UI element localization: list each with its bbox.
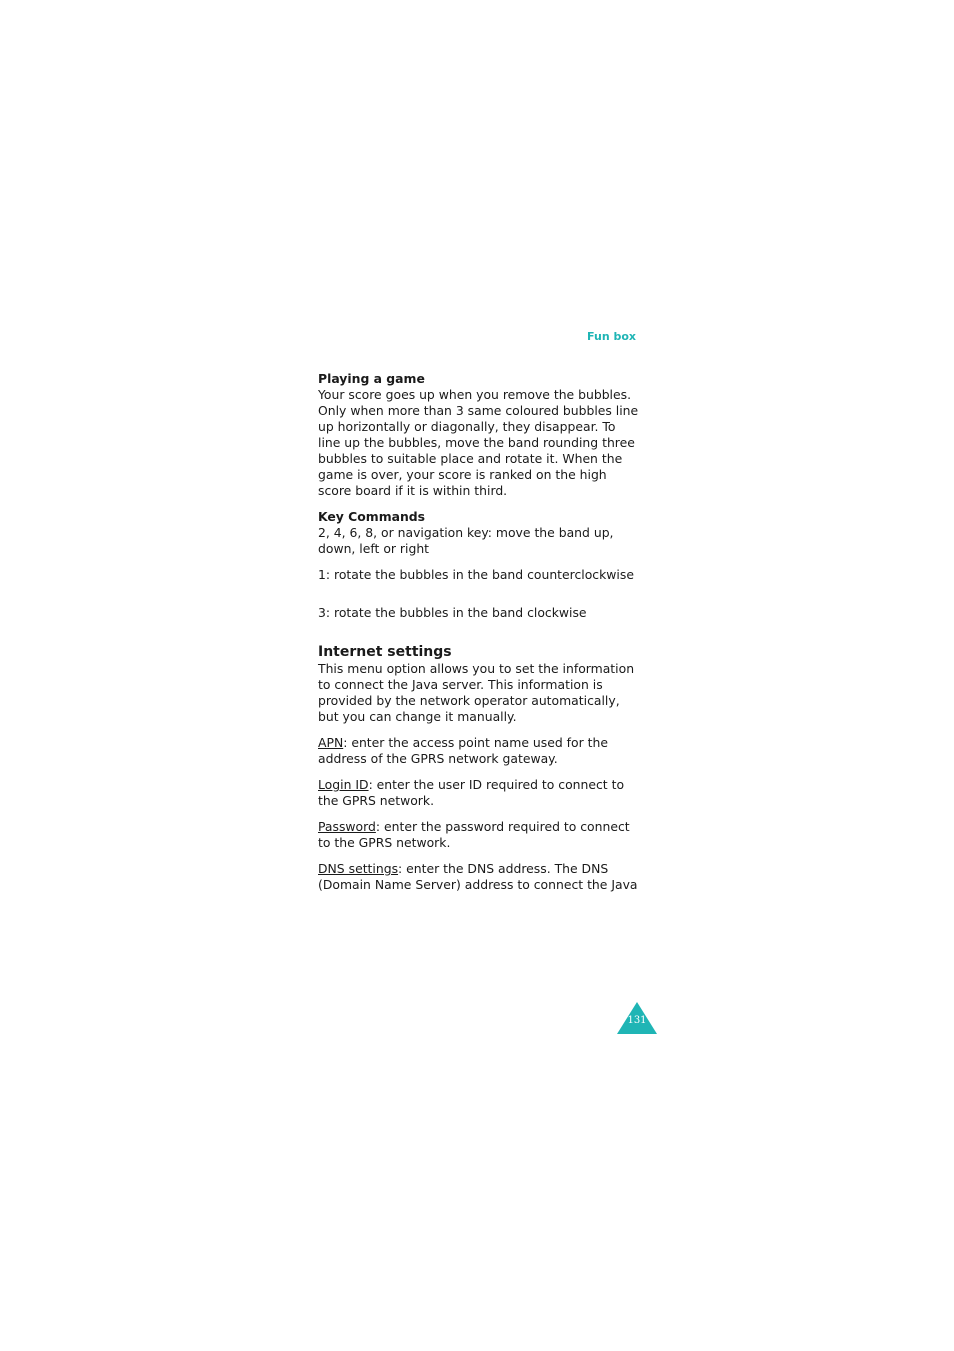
option-apn — [318, 735, 640, 767]
option-term: Login ID — [318, 777, 369, 792]
option-term: DNS settings — [318, 861, 399, 876]
key-command-item: 3: rotate the bubbles in the band clockwise — [318, 605, 587, 620]
playing-body: Your score goes up when you remove the bubbles. Only when more than 3 same coloured bubbles line up horizontally or diagonally, they disappear. To line up the bubbles, move the band rounding three bubbles to suitable place and rotate it. When the game is over, your score is ranked on the high score board if it is within third. — [318, 387, 639, 498]
key-command-item: 1: rotate the bubbles in the band counterclockwise — [318, 567, 634, 582]
key-command-item: 2, 4, 6, 8, or navigation key: move the band up, down, left or right — [318, 525, 614, 556]
internet-intro: This menu option allows you to set the information to connect the Java server. This information is provided by the network operator automatically, but you can change it manually. — [318, 661, 635, 724]
option-login-id — [318, 777, 640, 809]
option-desc: : enter the access point name used for the address of the GPRS network gateway. — [318, 735, 608, 766]
page-number: 131 — [627, 1015, 647, 1026]
option-dns-settings — [318, 861, 640, 893]
option-password — [318, 819, 640, 851]
page-content — [318, 371, 640, 903]
option-desc: : enter the DNS address. The DNS (Domain Name Server) address to connect the Java — [318, 861, 638, 892]
playing-heading: Playing a game — [318, 371, 425, 386]
key-commands-heading: Key Commands — [318, 509, 426, 524]
page-number-badge — [617, 1002, 657, 1034]
option-desc: : enter the password required to connect to the GPRS network. — [318, 819, 630, 850]
option-term: APN — [318, 735, 344, 750]
internet-settings-heading: Internet settings — [318, 644, 452, 660]
section-header: Fun box — [587, 330, 636, 343]
option-desc: : enter the user ID required to connect to the GPRS network. — [318, 777, 625, 808]
option-term: Password — [318, 819, 376, 834]
